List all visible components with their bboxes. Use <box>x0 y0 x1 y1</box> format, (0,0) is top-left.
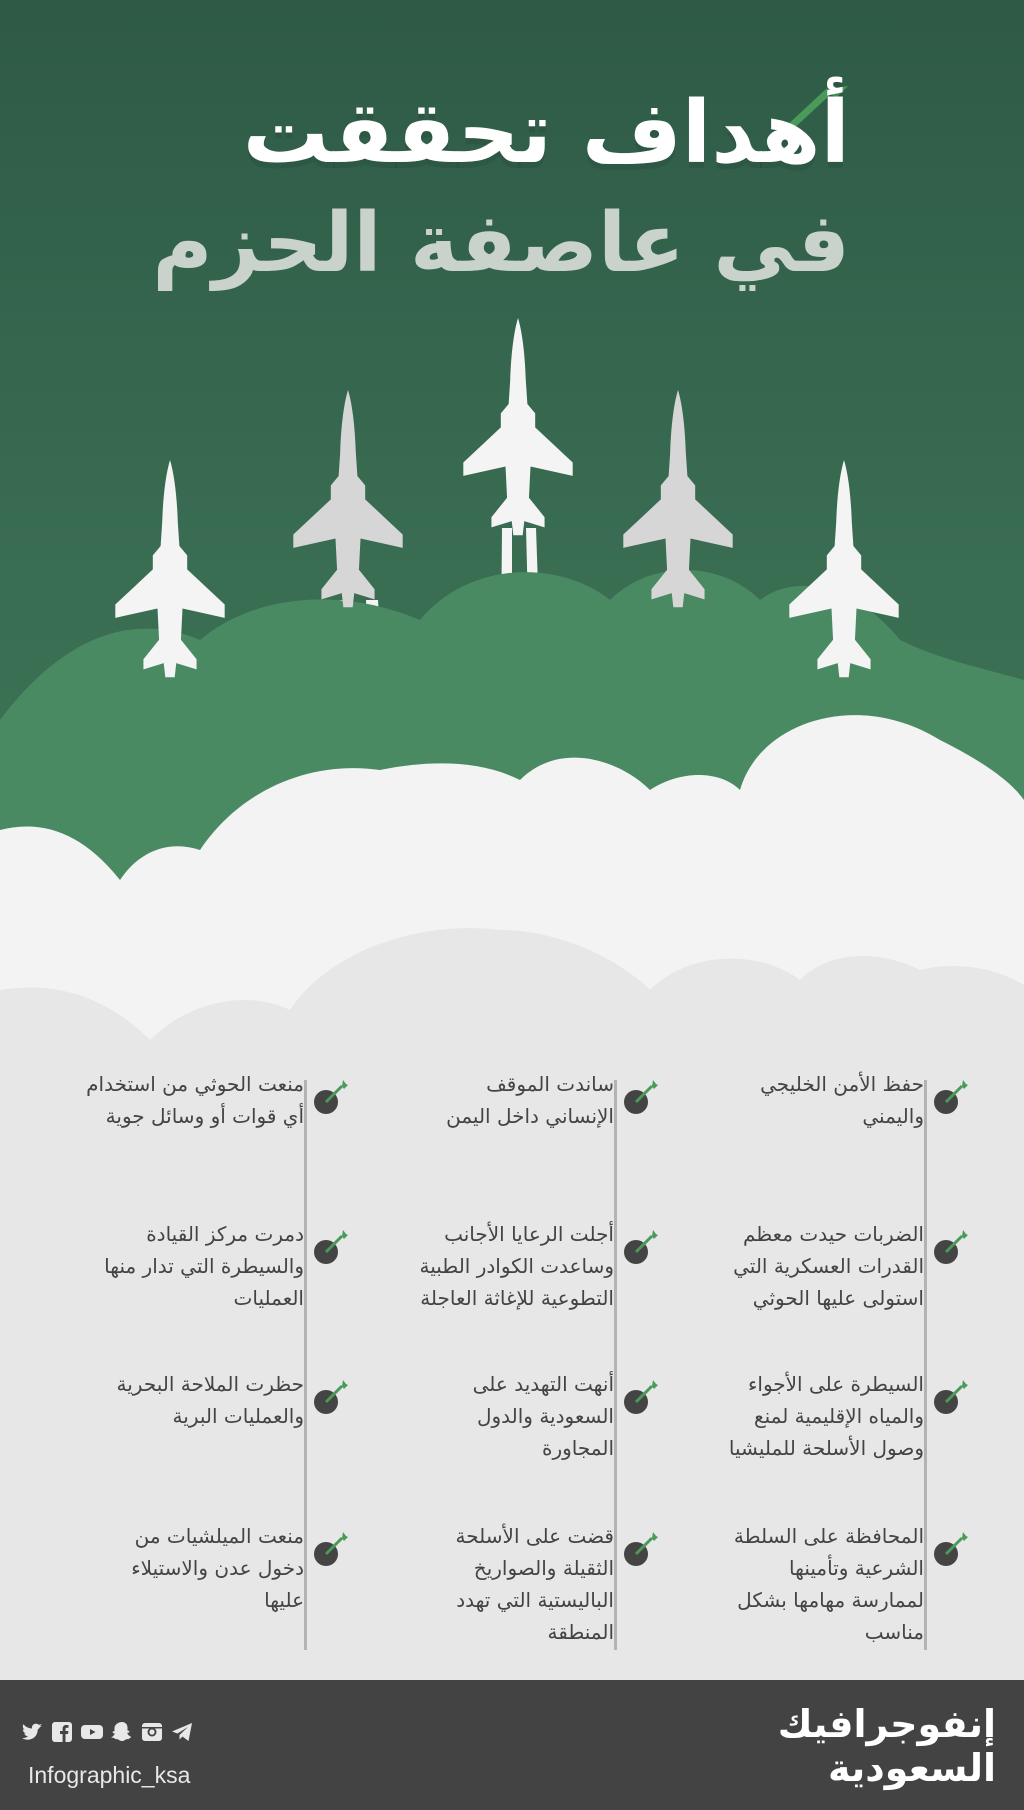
social-handle: Infographic_ksa <box>28 1762 191 1788</box>
goal-text: حظرت الملاحة البحرية والعمليات البرية <box>116 1372 304 1428</box>
title-block <box>150 78 850 300</box>
jet-center <box>463 318 572 535</box>
target-bullet-icon <box>618 1532 658 1572</box>
goal-text: الضربات حيدت معظم القدرات العسكرية التي استولى عليها الحوثي <box>733 1222 924 1310</box>
goal-item <box>356 1060 676 1210</box>
target-bullet-icon <box>308 1380 348 1420</box>
goals-column-middle <box>356 1050 676 1650</box>
goal-text: أجلت الرعايا الأجانب وساعدت الكوادر الطبية التطوعية للإغاثة العاجلة <box>419 1222 614 1310</box>
goal-text: قضت على الأسلحة الثقيلة والصواريخ الباليستية التي تهدد المنطقة <box>455 1524 614 1644</box>
social-links <box>20 1720 194 1748</box>
goal-text: ساندت الموقف الإنساني داخل اليمن <box>446 1072 614 1128</box>
goal-text: حفظ الأمن الخليجي واليمني <box>760 1072 924 1128</box>
goal-text: منعت الميلشيات من دخول عدن والاستيلاء عليها <box>131 1524 304 1612</box>
goal-item <box>666 1512 986 1662</box>
snapchat-icon[interactable] <box>110 1720 134 1744</box>
goal-item <box>356 1360 676 1510</box>
target-bullet-icon <box>928 1080 968 1120</box>
target-bullet-icon <box>928 1230 968 1270</box>
target-bullet-icon <box>618 1380 658 1420</box>
goal-item <box>666 1210 986 1360</box>
page-subtitle: في عاصفة الحزم <box>152 196 850 291</box>
goal-item <box>356 1210 676 1360</box>
target-bullet-icon <box>308 1080 348 1120</box>
target-bullet-icon <box>928 1532 968 1572</box>
goal-item <box>46 1210 366 1360</box>
page-title: أهداف تحققت <box>242 83 850 183</box>
goals-column-right <box>666 1050 986 1650</box>
jet-mid-left <box>293 390 402 607</box>
goal-item <box>666 1360 986 1510</box>
facebook-icon[interactable] <box>50 1720 74 1744</box>
footer-bar <box>0 1680 1024 1810</box>
goal-item <box>666 1060 986 1210</box>
instagram-icon[interactable] <box>140 1720 164 1744</box>
goal-text: منعت الحوثي من استخدام أي قوات أو وسائل جوية <box>86 1072 304 1128</box>
goal-text: المحافظة على السلطة الشرعية وتأمينها لممارسة مهامها بشكل مناسب <box>733 1524 924 1644</box>
youtube-icon[interactable] <box>80 1720 104 1744</box>
goals-column-left <box>46 1050 366 1650</box>
target-bullet-icon <box>618 1080 658 1120</box>
goal-item <box>356 1512 676 1662</box>
target-bullet-icon <box>308 1230 348 1270</box>
goal-text: أنهت التهديد على السعودية والدول المجاورة <box>472 1372 614 1460</box>
target-bullet-icon <box>928 1380 968 1420</box>
target-bullet-icon <box>308 1532 348 1572</box>
goal-item <box>46 1060 366 1210</box>
twitter-icon[interactable] <box>20 1720 44 1744</box>
target-bullet-icon <box>618 1230 658 1270</box>
goal-text: السيطرة على الأجواء والمياه الإقليمية لمنع وصول الأسلحة للمليشيا <box>728 1372 924 1460</box>
brand-name-line2: السعودية <box>827 1746 996 1790</box>
goal-item <box>46 1360 366 1510</box>
brand-logo <box>716 1702 996 1790</box>
goals-grid <box>0 1050 1024 1650</box>
telegram-icon[interactable] <box>170 1720 194 1744</box>
goal-text: دمرت مركز القيادة والسيطرة التي تدار منها العمليات <box>104 1222 304 1310</box>
goal-item <box>46 1512 366 1662</box>
brand-name-line1: إنفوجرافيك <box>777 1702 996 1746</box>
